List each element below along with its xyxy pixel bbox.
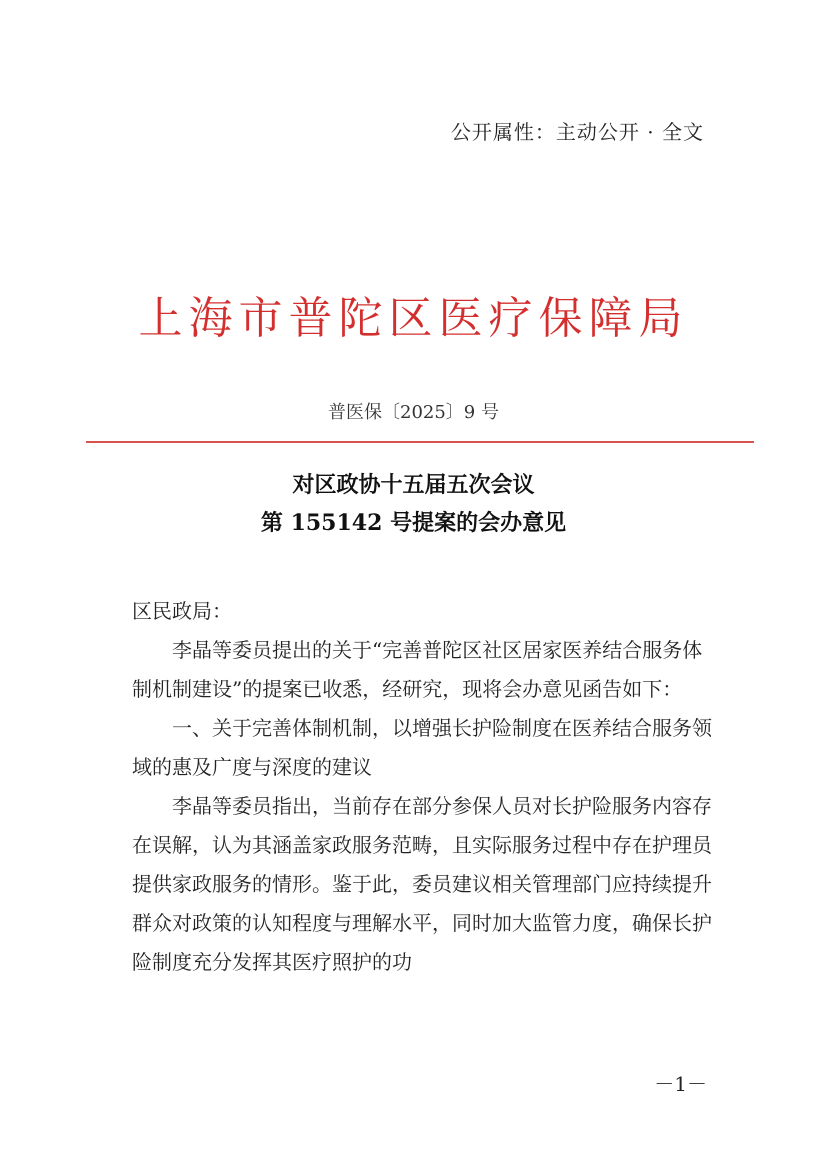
subject-line-2: 第 155142 号提案的会办意见 <box>260 510 567 536</box>
page-number: －1－ <box>654 1072 707 1096</box>
document-body <box>132 592 712 982</box>
agency-title: 上海市普陀区医疗保障局 <box>138 293 689 344</box>
paragraph-1: 李晶等委员提出的关于“完善普陀区社区居家医养结合服务体制机制建设”的提案已收悉，经研究，现将会办意见函告如下： <box>132 638 703 701</box>
red-divider <box>86 441 754 443</box>
disclosure-attribute: 公开属性：主动公开 · 全文 <box>450 120 704 144</box>
document-number: 普医保〔2025〕9 号 <box>328 402 499 423</box>
recipient: 区民政局： <box>132 599 232 623</box>
paragraph-2: 一、关于完善体制机制，以增强长护险制度在医养结合服务领域的惠及广度与深度的建议 <box>132 716 712 779</box>
paragraph-3: 李晶等委员指出，当前存在部分参保人员对长护险服务内容存在误解，认为其涵盖家政服务范畴，且实际服务过程中存在护理员提供家政服务的情形。鉴于此，委员建议相关管理部门应持续提升群众对政策的认知程度与理解水平，同时加大监管力度，确保长护险制度充分发挥其医疗照护的功 <box>132 794 712 974</box>
document-subject <box>0 466 827 542</box>
subject-line-1: 对区政协十五届五次会议 <box>292 472 535 498</box>
